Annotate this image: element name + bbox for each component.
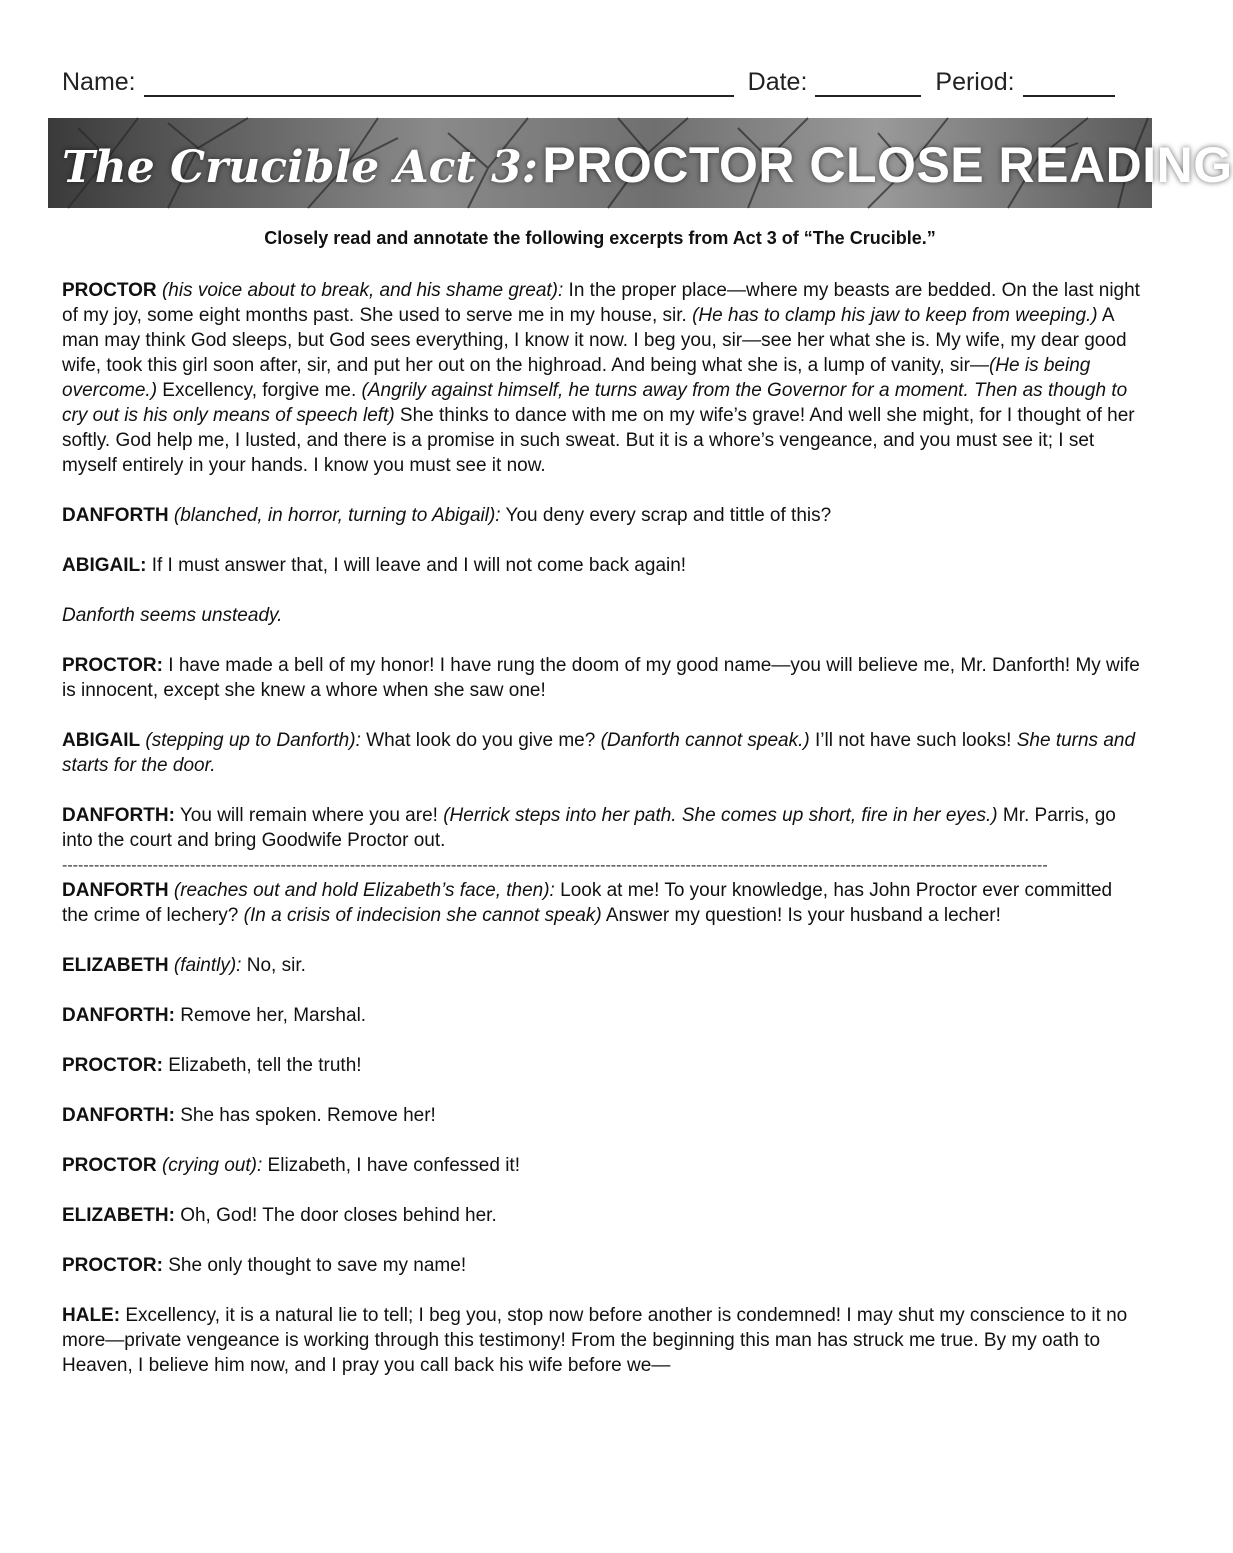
speaker-name: PROCTOR [62,1155,157,1176]
date-label: Date: [747,68,808,96]
spoken-text: She only thought to save my name! [162,1255,467,1276]
title-banner [48,118,1233,208]
speaker-name: PROCTOR: [62,1055,163,1076]
dialogue-line [62,1103,1140,1128]
speaker-name: ABIGAIL [62,730,141,751]
speaker-name: PROCTOR [62,280,157,301]
dialogue-line [62,1153,1140,1178]
spoken-text: Look at me! To your knowledge, has John Proctor ever committed the crime of lechery? [62,880,1113,926]
spoken-text: No, sir. [241,955,306,976]
banner-title-script: The Crucible Act 3: [62,142,538,193]
stage-direction: (In a crisis of indecision she cannot speak) [243,905,602,926]
stage-direction: Danforth seems unsteady. [62,605,283,626]
spoken-text: I have made a bell of my honor! I have rung the doom of my good name—you will believe me, Mr. Danforth! My wife is innocent, except she knew a whore when she saw one! [62,655,1140,701]
dialogue-line [62,1003,1140,1028]
spoken-text: Mr. Parris, go into the court and bring Goodwife Proctor out. [62,805,1116,851]
dialogue-line [62,1303,1140,1378]
dialogue-line [62,603,1140,628]
dialogue-excerpts [62,278,1140,1403]
spoken-text: I’ll not have such looks! [809,730,1017,751]
stage-direction: (his voice about to break, and his shame great): [156,280,564,301]
speaker-name: PROCTOR: [62,655,163,676]
dialogue-line [62,1203,1140,1228]
speaker-name: HALE: [62,1305,121,1326]
dialogue-line [62,1053,1140,1078]
dialogue-line [62,728,1140,778]
stage-direction: (He is being overcome.) [62,355,1091,401]
banner-title-caps: PROCTOR CLOSE READING [542,137,1233,193]
name-field[interactable] [144,73,734,97]
dialogue-line [62,278,1140,478]
stage-direction: (faintly): [168,955,242,976]
spoken-text: You will remain where you are! [174,805,444,826]
speaker-name: DANFORTH: [62,805,175,826]
speaker-name: ABIGAIL: [62,555,147,576]
spoken-text: Elizabeth, I have confessed it! [262,1155,520,1176]
dialogue-line [62,503,1140,528]
dialogue-line [62,878,1140,928]
name-label: Name: [62,68,136,96]
dialogue-line [62,953,1140,978]
spoken-text: In the proper place—where my beasts are bedded. On the last night of my joy, some eight months past. She used to serve me in my house, sir. [62,280,1140,326]
period-field[interactable] [1023,73,1115,97]
stage-direction: (crying out): [156,1155,263,1176]
instructions: Closely read and annotate the following excerpts from Act 3 of “The Crucible.” [264,228,936,248]
speaker-name: DANFORTH: [62,1105,175,1126]
speaker-name: DANFORTH [62,505,169,526]
spoken-text: What look do you give me? [360,730,601,751]
stage-direction: (Danforth cannot speak.) [600,730,810,751]
spoken-text: A man may think God sleeps, but God sees everything, I know it now. I beg you, sir—see her what she is. My wife, my dear good wife, took this girl soon after, sir, and put her out on the highroad. And being what she is, a lump of vanity, sir— [62,305,1127,376]
spoken-text: Excellency, forgive me. [157,380,362,401]
dialogue-line [62,653,1140,703]
speaker-name: ELIZABETH [62,955,169,976]
spoken-text: If I must answer that, I will leave and I will not come back again! [146,555,687,576]
period-label: Period: [935,68,1015,96]
speaker-name: DANFORTH: [62,1005,175,1026]
dialogue-line [62,803,1140,853]
spoken-text: Remove her, Marshal. [174,1005,367,1026]
speaker-name: DANFORTH [62,880,169,901]
spoken-text: Answer my question! Is your husband a lecher! [601,905,1001,926]
spoken-text: Oh, God! The door closes behind her. [174,1205,497,1226]
stage-direction: (Angrily against himself, he turns away from the Governor for a moment. Then as though to cry out is his only means of speech left) [62,380,1128,426]
spoken-text: She has spoken. Remove her! [174,1105,436,1126]
speaker-name: ELIZABETH: [62,1205,175,1226]
student-info-header [62,68,1140,97]
stage-direction: (reaches out and hold Elizabeth’s face, then): [168,880,555,901]
spoken-text: Excellency, it is a natural lie to tell; I beg you, stop now before another is condemned! I may shut my conscience to it no more—private vengeance is working through this testimony! From the beginning this man has struck me true. By my oath to Heaven, I believe him now, and I pray you call back his wife before we— [62,1305,1128,1376]
spoken-text: She thinks to dance with me on my wife’s grave! And well she might, for I thought of her softly. God help me, I lusted, and there is a promise in such sweat. But it is a whore’s vengeance, and you must see it; I set myself entirely in your hands. I know you must see it now. [62,405,1135,476]
stage-direction: She turns and starts for the door. [62,730,1136,776]
dialogue-line [62,1253,1140,1278]
banner-title [62,136,1233,194]
date-field[interactable] [815,73,921,97]
spoken-text: Elizabeth, tell the truth! [162,1055,362,1076]
section-divider: ----------------------------------------------------------------------------------------------------------------------------------------------------------------------------------------- [62,857,1048,874]
stage-direction: (stepping up to Danforth): [140,730,361,751]
dialogue-line [62,553,1140,578]
stage-direction: (blanched, in horror, turning to Abigail): [168,505,501,526]
stage-direction: (He has to clamp his jaw to keep from weeping.) [692,305,1098,326]
speaker-name: PROCTOR: [62,1255,163,1276]
stage-direction: (Herrick steps into her path. She comes up short, fire in her eyes.) [443,805,998,826]
spoken-text: You deny every scrap and tittle of this? [500,505,832,526]
